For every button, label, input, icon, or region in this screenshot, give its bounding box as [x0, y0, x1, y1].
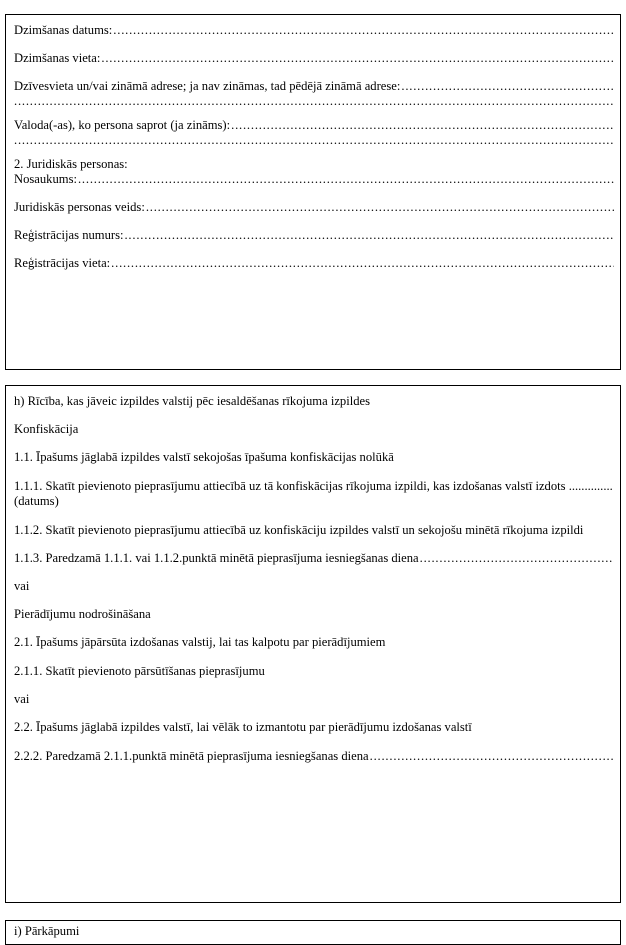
dot-leader	[370, 749, 614, 764]
spacer	[14, 679, 614, 692]
field-row-birth-date	[14, 23, 614, 38]
evidence-heading: Pierādījumu nodrošināšana	[14, 607, 151, 621]
section-heading-h: h) Rīcība, kas jāveic izpildes valstij pēc iesaldēšanas rīkojuma izpildes	[14, 394, 371, 408]
evidence-date-label: 2.2.2. Paredzamā 2.1.1.punktā minētā pieprasījuma iesniegšanas diena	[14, 748, 369, 763]
spacer	[14, 437, 614, 450]
dot-leader	[78, 172, 614, 187]
spacer	[14, 651, 614, 664]
dot-leader	[113, 23, 614, 38]
dot-leader	[111, 256, 614, 271]
spacer	[14, 566, 614, 579]
spacer	[14, 622, 614, 635]
spacer	[14, 538, 614, 551]
evidence-item-2-2-2	[14, 749, 614, 764]
spacer	[14, 243, 614, 256]
confiscation-item-1-1: 1.1. Īpašums jāglabā izpildes valstī sekojošas īpašuma konfiskācijas nolūkā	[14, 450, 394, 464]
spacer	[14, 510, 614, 523]
field-row-residence	[14, 79, 614, 94]
dot-leader	[146, 200, 614, 215]
spacer	[14, 707, 614, 720]
field-row-languages	[14, 118, 614, 133]
spacer	[14, 66, 614, 79]
field-label-registration-number: Reģistrācijas numurs:	[14, 228, 124, 242]
or-separator-confiscation: vai	[14, 579, 30, 593]
spacer	[14, 109, 614, 118]
dot-leader	[420, 551, 614, 566]
confiscation-date-label: 1.1.3. Paredzamā 1.1.1. vai 1.1.2.punktā minētā pieprasījuma iesniegšanas diena	[14, 551, 419, 565]
personal-data-box	[5, 14, 621, 370]
spacer	[14, 187, 614, 200]
spacer	[14, 466, 614, 479]
evidence-item-2-2: 2.2. Īpašums jāglabā izpildes valstī, lai vēlāk to izmantotu par pierādījumu izdošanas valstī	[14, 720, 472, 734]
field-row-registration-place	[14, 256, 614, 271]
dot-leader	[401, 79, 614, 94]
legal-entity-heading: 2. Juridiskās personas:	[14, 157, 128, 171]
field-label-entity-type: Juridiskās personas veids:	[14, 200, 145, 214]
field-label-registration-place: Reģistrācijas vieta:	[14, 256, 111, 270]
dot-leader-continuation	[14, 94, 614, 109]
spacer	[14, 215, 614, 228]
field-label-birth-date: Dzimšanas datums:	[14, 23, 113, 37]
field-row-registration-number	[14, 228, 614, 243]
confiscation-heading: Konfiskācija	[14, 422, 79, 436]
spacer	[14, 148, 614, 157]
section-heading-i: i) Pārkāpumi	[14, 924, 80, 938]
or-separator-evidence: vai	[14, 692, 30, 706]
spacer	[14, 594, 614, 607]
confiscation-item-1-1-2: 1.1.2. Skatīt pievienoto pieprasījumu attiecībā uz konfiskāciju izpildes valstī un sekojošu minētā rīkojuma izpildi	[14, 522, 584, 537]
confiscation-item-1-1-1: 1.1.1. Skatīt pievienoto pieprasījumu attiecībā uz tā konfiskācijas rīkojuma izpildi, kas izdošanas valstī izdots .............. (datums)	[14, 478, 613, 508]
action-section-box	[5, 385, 621, 903]
dot-leader-continuation	[14, 133, 614, 148]
spacer	[14, 736, 614, 749]
dot-leader	[101, 51, 614, 66]
field-label-birth-place: Dzimšanas vieta:	[14, 51, 101, 65]
field-label-entity-name: Nosaukums:	[14, 172, 77, 186]
field-row-birth-place	[14, 51, 614, 66]
offences-section-box	[5, 920, 621, 945]
spacer	[14, 409, 614, 422]
dot-leader	[231, 118, 614, 133]
field-row-entity-name	[14, 172, 614, 187]
field-label-residence: Dzīvesvieta un/vai zināmā adrese; ja nav zināmas, tad pēdējā zināmā adrese:	[14, 79, 401, 93]
evidence-item-2-1: 2.1. Īpašums jāpārsūta izdošanas valstij, lai tas kalpotu par pierādījumiem	[14, 635, 386, 649]
dot-leader	[124, 228, 614, 243]
evidence-item-2-1-1: 2.1.1. Skatīt pievienoto pārsūtīšanas pieprasījumu	[14, 663, 265, 678]
confiscation-item-1-1-3	[14, 551, 614, 566]
field-label-languages: Valoda(-as), ko persona saprot (ja zināms):	[14, 118, 231, 132]
spacer	[14, 38, 614, 51]
field-row-entity-type	[14, 200, 614, 215]
